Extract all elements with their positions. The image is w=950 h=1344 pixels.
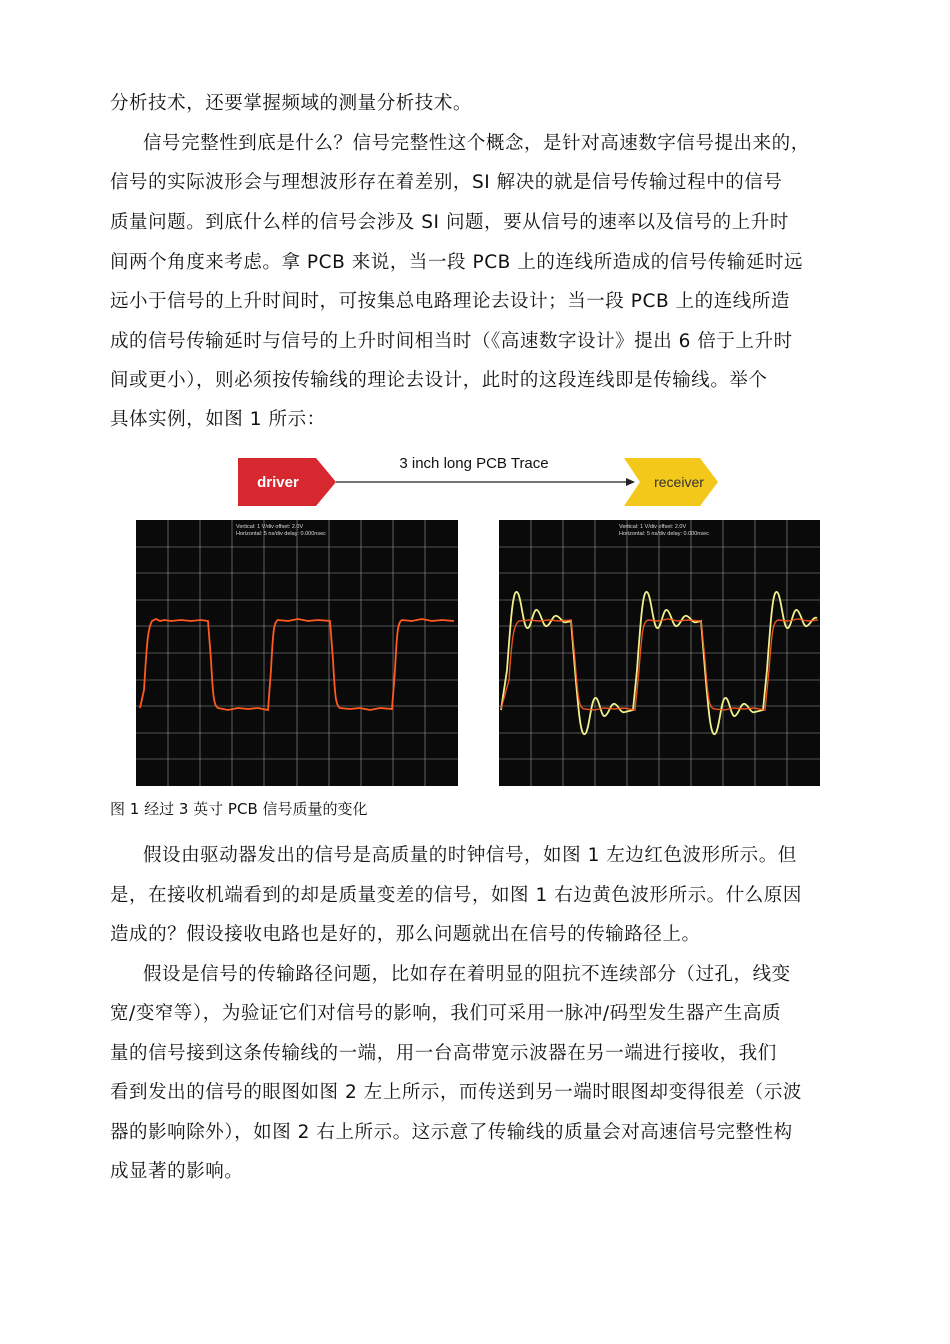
text-line: 远小于信号的上升时间时，可按集总电路理论去设计；当一段 PCB 上的连线所造 <box>110 291 790 312</box>
text-line: 间或更小），则必须按传输线的理论去设计，此时的这段连线即是传输线。举个 <box>110 370 768 391</box>
receiver-label: receiver <box>654 474 704 490</box>
text-line: 质量问题。到底什么样的信号会涉及 SI 问题，要从信号的速率以及信号的上升时 <box>110 212 789 233</box>
driver-label: driver <box>257 474 299 491</box>
scope-header-2: Horizontal: 5 ns/div delay: 0.000nsec <box>236 531 326 537</box>
text-line: 具体实例，如图 1 所示： <box>110 409 326 430</box>
receiver-scope-screen <box>499 520 820 786</box>
text-line: 是，在接收机端看到的却是质量变差的信号，如图 1 右边黄色波形所示。什么原因 <box>110 885 802 906</box>
trace-label: 3 inch long PCB Trace <box>399 455 549 472</box>
figure-caption: 图 1 经过 3 英寸 PCB 信号质量的变化 <box>110 800 368 818</box>
text-line: 看到发出的信号的眼图如图 2 左上所示，而传送到另一端时眼图却变得很差（示波 <box>110 1082 802 1103</box>
driver-scope-screen <box>136 520 458 786</box>
text-line: 间两个角度来考虑。拿 PCB 来说，当一段 PCB 上的连线所造成的信号传输延时远 <box>110 252 804 273</box>
text-line: 假设是信号的传输路径问题，比如存在着明显的阻抗不连续部分（过孔，线变 <box>143 964 791 985</box>
scope-grid <box>136 520 458 786</box>
text-line: 量的信号接到这条传输线的一端，用一台高带宽示波器在另一端进行接收，我们 <box>110 1043 777 1064</box>
scope-header-2: Horizontal: 5 ns/div delay: 0.000nsec <box>619 531 709 537</box>
scope-header-1: Vertical: 1 V/div offset: 2.0V <box>236 524 304 530</box>
text-line: 假设由驱动器发出的信号是高质量的时钟信号，如图 1 左边红色波形所示。但 <box>143 845 797 866</box>
text-line: 造成的？假设接收电路也是好的，那么问题就出在信号的传输路径上。 <box>110 924 701 945</box>
text-line: 器的影响除外），如图 2 右上所示。这示意了传输线的质量会对高速信号完整性构 <box>110 1122 793 1143</box>
text-line: 分析技术，还要掌握频域的测量分析技术。 <box>110 93 472 114</box>
text-line: 信号的实际波形会与理想波形存在着差别，SI 解决的就是信号传输过程中的信号 <box>110 172 783 193</box>
trace-arrowhead <box>626 478 635 486</box>
signal-path-diagram <box>238 448 718 510</box>
scope-header-1: Vertical: 1 V/div offset: 2.0V <box>619 524 687 530</box>
text-line: 成显著的影响。 <box>110 1161 244 1182</box>
text-line: 宽/变窄等），为验证它们对信号的影响，我们可采用一脉冲/码型发生器产生高质 <box>110 1003 782 1024</box>
scope-grid <box>499 520 820 786</box>
text-line: 信号完整性到底是什么？信号完整性这个概念，是针对高速数字信号提出来的， <box>143 133 810 154</box>
text-line: 成的信号传输延时与信号的上升时间相当时（《高速数字设计》提出 6 倍于上升时 <box>110 331 793 352</box>
